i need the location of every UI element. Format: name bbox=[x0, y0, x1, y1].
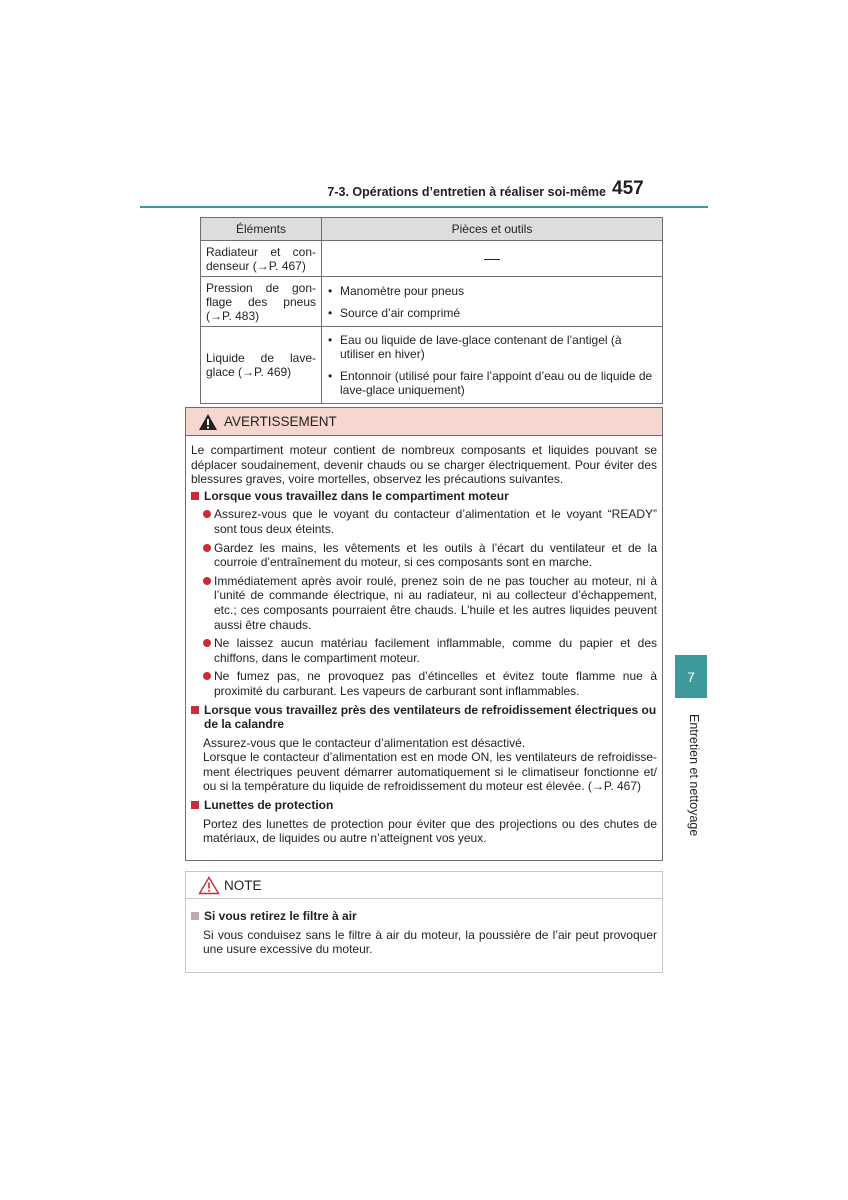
element-cell: Pression de gon-flage des pneus (→P. 483) bbox=[201, 277, 322, 327]
caution-triangle-icon bbox=[198, 876, 220, 895]
column-header-elements: Éléments bbox=[201, 218, 322, 241]
table-row bbox=[201, 327, 663, 404]
list-item: • Source d’air comprimé bbox=[328, 306, 656, 320]
note-heading: NOTE bbox=[224, 877, 262, 893]
dash-mark bbox=[484, 259, 500, 260]
note-body bbox=[186, 899, 662, 957]
element-cell: Liquide de lave-glace (→P. 469) bbox=[201, 327, 322, 404]
parts-tools-table bbox=[200, 217, 663, 404]
section-heading: Lorsque vous travaillez près des ventilateurs de refroidissement électriques ou de la calandre bbox=[191, 703, 657, 732]
warning-header bbox=[186, 408, 662, 436]
section-heading: Lunettes de protection bbox=[191, 798, 657, 813]
note-box bbox=[185, 871, 663, 973]
list-item: • Manomètre pour pneus bbox=[328, 284, 656, 298]
warning-body bbox=[186, 436, 662, 846]
element-cell: Radiateur et con-denseur (→P. 467) bbox=[201, 241, 322, 277]
list-item: Assurez-vous que le voyant du contacteur d’alimentation et le voyant “READY” sont tous deux éteints. bbox=[191, 507, 657, 536]
tools-cell-empty bbox=[322, 241, 663, 277]
table-header-row bbox=[201, 218, 663, 241]
column-header-parts-tools: Pièces et outils bbox=[322, 218, 663, 241]
list-item: Gardez les mains, les vêtements et les outils à l’écart du ventilateur et de la courroie d’entraînement du moteur, si ces composants sont en marche. bbox=[191, 541, 657, 570]
chapter-tab: 7 bbox=[675, 655, 707, 698]
list-item: • Entonnoir (utilisé pour faire l’appoint d’eau ou de liquide de lave-glace uniquement) bbox=[328, 369, 656, 397]
table-row bbox=[201, 241, 663, 277]
header-rule bbox=[140, 206, 708, 208]
list-item: • Eau ou liquide de lave-glace contenant de l’antigel (à utiliser en hiver) bbox=[328, 333, 656, 361]
tools-cell bbox=[322, 327, 663, 404]
note-header bbox=[186, 872, 662, 899]
page-number: 457 bbox=[612, 178, 644, 199]
section-heading: Lorsque vous travaillez dans le compartiment moteur bbox=[191, 489, 657, 504]
paragraph: Lorsque le contacteur d’alimentation est en mode ON, les ventilateurs de refroidisse-ment électriques peuvent démarrer automatiquement si le climatiseur fonctionne et/ ou si la température du liquide de refroidissement du moteur est élevée. (→P. 467) bbox=[203, 750, 657, 794]
warning-intro: Le compartiment moteur contient de nombreux composants et liquides pouvant se déplacer soudainement, devenir chauds ou se charger électriquement. Pour éviter des blessures graves, voire mortelles, observez les précautions suivantes. bbox=[191, 443, 657, 487]
table-row bbox=[201, 277, 663, 327]
chapter-tab-label: Entretien et nettoyage bbox=[687, 714, 701, 837]
tools-cell bbox=[322, 277, 663, 327]
tools-list bbox=[328, 284, 656, 320]
warning-heading: AVERTISSEMENT bbox=[224, 414, 337, 429]
paragraph: Portez des lunettes de protection pour éviter que des projections ou des chutes de matériaux, de liquides ou autre n’atteignent vos yeux. bbox=[203, 816, 657, 846]
list-item: Ne fumez pas, ne provoquez pas d’étincelles et évitez toute flamme nue à proximité du carburant. Les vapeurs de carburant sont inflammables. bbox=[191, 669, 657, 698]
tools-list bbox=[328, 333, 656, 397]
paragraph: Assurez-vous que le contacteur d’alimentation est désactivé. bbox=[203, 735, 526, 750]
paragraph: Si vous conduisez sans le filtre à air du moteur, la poussière de l’air peut provoquer une usure excessive du moteur. bbox=[203, 927, 657, 957]
warning-box bbox=[185, 407, 663, 861]
list-item: Ne laissez aucun matériau facilement inflammable, comme du papier et des chiffons, dans le compartiment moteur. bbox=[191, 636, 657, 665]
section-heading: Si vous retirez le filtre à air bbox=[191, 909, 657, 924]
chapter-title: 7-3. Opérations d’entretien à réaliser soi-même bbox=[327, 185, 606, 199]
warning-triangle-icon bbox=[198, 413, 218, 431]
list-item: Immédiatement après avoir roulé, prenez soin de ne pas toucher au moteur, ni à l’unité de commande électrique, ni au radiateur, ni au collecteur d’échappement, etc.; ces composants pourraient être chauds. L’huile et les autres liquides peuvent aussi être chauds. bbox=[191, 574, 657, 632]
